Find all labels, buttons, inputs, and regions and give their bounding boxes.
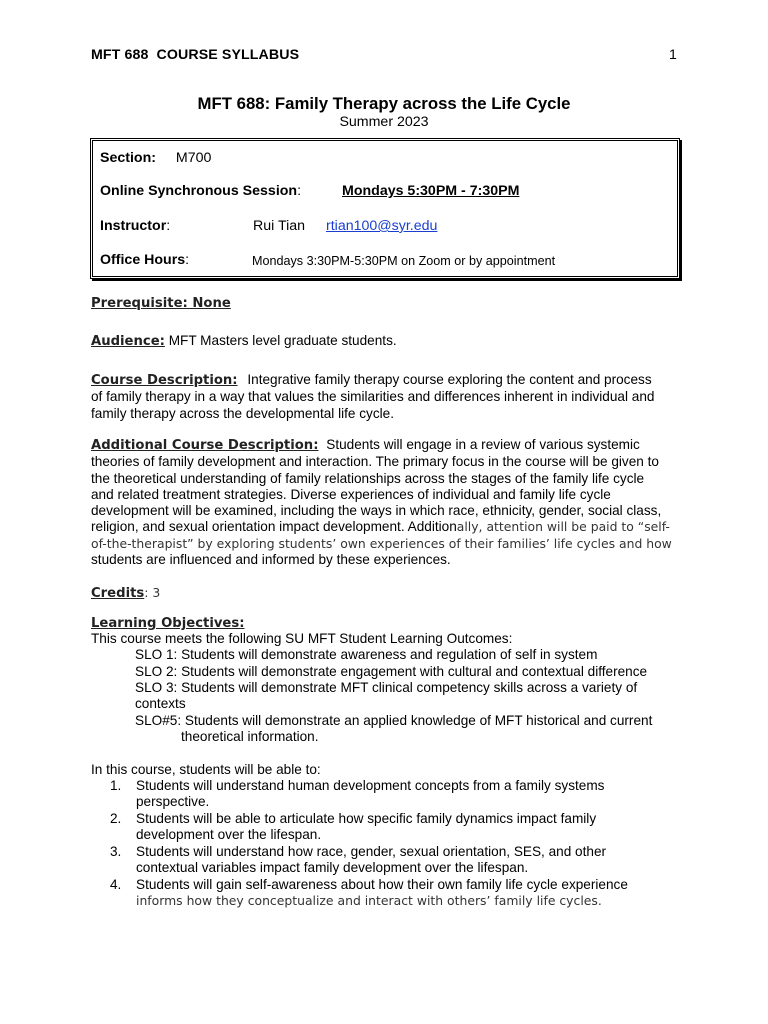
audience-text: MFT Masters level graduate students. — [168, 333, 397, 348]
additional-description-line: the theoretical understanding of family relationships across the stages of the family life cycle — [91, 470, 645, 486]
page-number: 1 — [669, 47, 677, 63]
section-row — [100, 150, 211, 166]
list-item-text — [136, 877, 656, 910]
list-item-number: 3. — [110, 844, 122, 859]
list-item — [110, 778, 670, 812]
instructor-label: Instructor — [100, 218, 167, 234]
instructor-name: Rui Tian — [253, 218, 306, 234]
list-item-number: 1. — [110, 778, 122, 793]
audience-heading: Audience: — [91, 334, 165, 349]
slo-item: SLO 1: Students will demonstrate awareness and regulation of self in system — [135, 647, 598, 662]
instructor-name-row — [253, 218, 305, 234]
instructor-email-row — [326, 218, 437, 234]
list-item-line: development over the lifespan. — [136, 827, 322, 843]
session-row — [100, 183, 301, 199]
list-item-line: Students will be able to articulate how specific family dynamics impact family — [136, 811, 597, 826]
credits-value: : 3 — [144, 585, 161, 600]
additional-description-line: development will be examined, including the ways in which race, ethnicity, gender, social class, — [91, 503, 662, 519]
list-item — [110, 811, 670, 845]
slo-item-continuation: contexts — [135, 696, 186, 711]
able-intro: In this course, students will be able to: — [91, 762, 321, 777]
running-header: MFT 688 COURSE SYLLABUS — [91, 47, 300, 63]
prerequisite-block — [91, 295, 681, 312]
list-item — [110, 844, 670, 878]
section-label: Section: — [100, 150, 156, 166]
course-description-line: family therapy across the developmental life cycle. — [91, 405, 394, 421]
session-colon: : — [297, 183, 302, 199]
slo-item: SLO 2: Students will demonstrate engagement with cultural and contextual difference — [135, 664, 648, 679]
credits-heading: Credits — [91, 586, 145, 601]
office-hours-colon: : — [185, 252, 190, 268]
office-hours-value-row — [252, 254, 555, 268]
audience-block — [91, 333, 681, 350]
learning-objectives-heading-row — [91, 615, 681, 632]
list-item-text — [136, 811, 656, 844]
slo-item-continuation: theoretical information. — [181, 729, 319, 744]
slo-item: SLO#5: Students will demonstrate an applied knowledge of MFT historical and current — [135, 713, 653, 728]
list-item-line: perspective. — [136, 794, 210, 810]
list-item — [110, 877, 670, 911]
additional-description-heading: Additional Course Description: — [91, 438, 319, 453]
session-label: Online Synchronous Session — [100, 183, 298, 199]
list-item-number: 4. — [110, 877, 122, 892]
instructor-colon: : — [166, 218, 171, 234]
course-info-box-inner — [92, 140, 678, 277]
learning-objectives-intro: This course meets the following SU MFT Student Learning Outcomes: — [91, 631, 513, 646]
list-item-line: informs how they conceptualize and interact with others’ family life cycles. — [136, 893, 602, 909]
course-term: Summer 2023 — [339, 114, 429, 130]
course-description-block — [91, 372, 681, 422]
prerequisite-heading: Prerequisite: None — [91, 296, 231, 311]
list-item-line: Students will understand how race, gender, sexual orientation, SES, and other — [136, 844, 607, 859]
additional-description-line: students are influenced and informed by these experiences. — [91, 552, 451, 568]
additional-description-text: Students will engage in a review of various systemic — [326, 437, 640, 452]
instructor-row — [100, 218, 170, 234]
list-item-number: 2. — [110, 811, 122, 826]
course-description-line: of family therapy in a way that values the similarities and differences inherent in individual and — [91, 389, 655, 405]
additional-description-text: ally, attention will be paid to “self- — [456, 519, 670, 535]
office-hours-row — [100, 252, 189, 268]
additional-description-block — [91, 437, 681, 568]
course-title: MFT 688: Family Therapy across the Life Cycle — [197, 94, 571, 113]
course-description-text: Integrative family therapy course exploring the content and process — [247, 372, 652, 387]
slo-item: SLO 3: Students will demonstrate MFT clinical competency skills across a variety of — [135, 680, 638, 695]
list-item-text — [136, 778, 656, 811]
list-item-text — [136, 844, 656, 877]
session-value: Mondays 5:30PM - 7:30PM — [342, 183, 520, 199]
credits-block — [91, 585, 681, 602]
additional-description-line: of-the-therapist” by exploring students’ own experiences of their families’ life cycles and how — [91, 535, 672, 551]
session-value-row — [342, 183, 519, 199]
list-item-line: Students will gain self-awareness about how their own family life cycle experience — [136, 877, 628, 892]
instructor-email-link[interactable]: rtian100@syr.edu — [326, 218, 438, 234]
additional-description-line: and related treatment strategies. Diverse experiences of individual and family life cycle — [91, 486, 611, 502]
course-info-box — [90, 138, 680, 279]
additional-description-line — [91, 437, 681, 454]
list-item-line: contextual variables impact family development over the lifespan. — [136, 860, 529, 876]
list-item-line: Students will understand human development concepts from a family systems — [136, 778, 605, 793]
additional-description-line — [91, 519, 681, 535]
learning-objectives-heading: Learning Objectives: — [91, 616, 245, 631]
section-value: M700 — [175, 150, 212, 166]
office-hours-label: Office Hours — [100, 252, 186, 268]
course-description-heading: Course Description: — [91, 373, 238, 388]
course-description-line — [91, 372, 681, 389]
additional-description-line: theories of family development and interaction. The primary focus in the course will be given to — [91, 454, 659, 470]
additional-description-text: religion, and sexual orientation impact development. Addition — [91, 519, 457, 535]
office-hours-value: Mondays 3:30PM-5:30PM on Zoom or by appointment — [252, 254, 556, 268]
